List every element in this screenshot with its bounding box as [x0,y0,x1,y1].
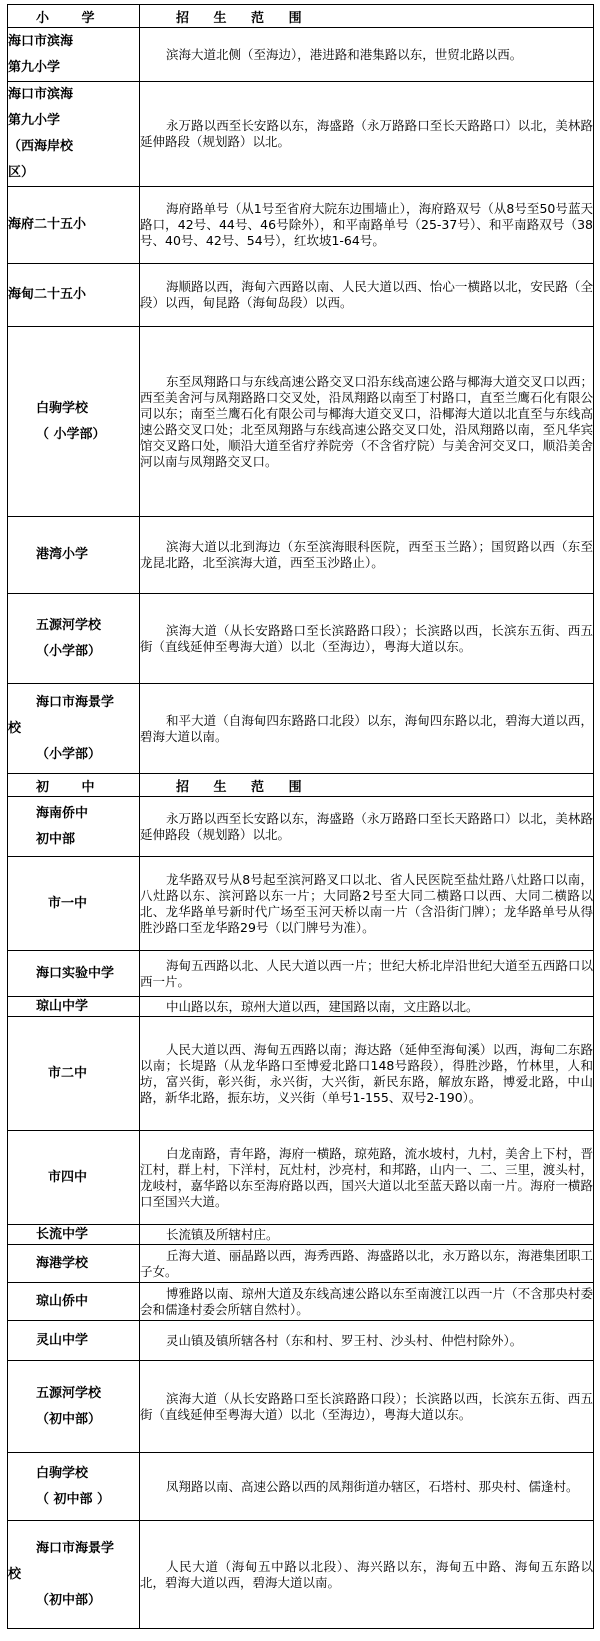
primary-level-heading: 小 学 [8,5,140,28]
table-row [8,517,594,594]
enrollment-area: 中山路以东，琼州大道以西，建国路以南，文庄路以北。 [140,997,594,1017]
table-row [8,327,594,517]
enrollment-area: 永万路以西至长安路以东，海盛路（永万路路口至长天路路口）以北，美林路延伸路段（规划路）以北。 [140,82,594,187]
school-name: 海南侨中 初中部 [8,797,140,857]
table-row [8,594,594,684]
enrollment-area: 东至凤翔路口与东线高速公路交叉口沿东线高速公路与椰海大道交叉口以西；西至美舍河与凤翔路路口交叉处，沿凤翔路以南至丁村路口，直至兰鹰石化有限公司以东；南至兰鹰石化有限公司与椰海大道交叉口，沿椰海大道以北直至与东线高速公路交叉口处；北至凤翔路与东线高速公路交叉口处，沿凤翔路以南，至凡华宾馆交叉路口处，顺沿大道至省疗养院旁（不含省疗院）与美舍河交叉口，顺沿美舍河以南与凤翔路交叉口。 [140,327,594,517]
table-row [8,1321,594,1361]
enrollment-area: 海府路单号（从1号至省府大院东边围墙止），海府路双号（从8号至50号蓝天路口，42号、44号、46号除外），和平南路单号（25-37号）、和平南路双号（38号、40号、42号、54号），红坎坡1-64号。 [140,187,594,264]
school-name: 白驹学校 （ 小学部） [8,327,140,517]
table-row [8,857,594,951]
school-name: 海口市滨海 第九小学 （西海岸校 区） [8,82,140,187]
enrollment-area: 滨海大道（从长安路路口至长滨路路口段）；长滨路以西，长滨东五街、西五街（直线延伸至粤海大道）以北（至海边），粤海大道以东。 [140,594,594,684]
school-name: 海口市滨海 第九小学 [8,28,140,82]
school-name: 港湾小学 [8,517,140,594]
enrollment-area: 滨海大道北侧（至海边），港进路和港集路以东，世贸北路以西。 [140,28,594,82]
table-row [8,1245,594,1283]
enrollment-area: 博雅路以南、琼州大道及东线高速公路以东至南渡江以西一片（不含那央村委会和儒逢村委会所辖自然村）。 [140,1283,594,1321]
enrollment-table [7,4,594,1629]
primary-scope-heading: 招 生 范 围 [140,5,594,28]
table-row [8,1361,594,1453]
school-name: 琼山中学 [8,997,140,1017]
table-row [8,187,594,264]
school-name: 长流中学 [8,1225,140,1245]
junior-level-heading: 初 中 [8,774,140,797]
school-name: 海口市海景学 校 （初中部） [8,1521,140,1629]
school-name: 海府二十五小 [8,187,140,264]
junior-scope-heading: 招 生 范 围 [140,774,594,797]
enrollment-area: 龙华路双号从8号起至滨河路叉口以北、省人民医院至盐灶路八灶路口以南，八灶路以东、滨河路以东一片；大同路2号至大同二横路口以西、大同二横路以北、龙华路单号新时代广场至玉河天桥以南一片（含沿街门牌）；龙华路单号从得胜沙路口至龙华路29号（以门牌号为准）。 [140,857,594,951]
table-row [8,684,594,774]
school-name: 市一中 [8,857,140,951]
table-row [8,951,594,997]
primary-header-row [8,5,594,28]
enrollment-area: 海甸五西路以北、人民大道以西一片；世纪大桥北岸沿世纪大道至五西路口以西一片。 [140,951,594,997]
enrollment-area: 滨海大道（从长安路路口至长滨路路口段）；长滨路以西，长滨东五街、西五街（直线延伸至粤海大道）以北（至海边），粤海大道以东。 [140,1361,594,1453]
table-row [8,28,594,82]
table-row [8,82,594,187]
table-row [8,264,594,327]
junior-header-row [8,774,594,797]
school-name: 海口实验中学 [8,951,140,997]
enrollment-area: 丘海大道、丽晶路以西，海秀西路、海盛路以北，永万路以东，海港集团职工子女。 [140,1245,594,1283]
enrollment-area: 灵山镇及镇所辖各村（东和村、罗王村、沙头村、仲恺村除外）。 [140,1321,594,1361]
school-name: 白驹学校 （ 初中部 ） [8,1453,140,1521]
school-name: 灵山中学 [8,1321,140,1361]
enrollment-area: 凤翔路以南、高速公路以西的凤翔街道办辖区，石塔村、那央村、儒逢村。 [140,1453,594,1521]
enrollment-area: 滨海大道以北到海边（东至滨海眼科医院，西至玉兰路）；国贸路以西（东至龙昆北路，北至滨海大道，西至玉沙路止）。 [140,517,594,594]
table-row [8,1131,594,1225]
school-name: 市四中 [8,1131,140,1225]
table-row [8,997,594,1017]
table-row [8,1017,594,1131]
enrollment-area: 海顺路以西，海甸六西路以南、人民大道以西、怡心一横路以北，安民路（全段）以西，甸昆路（海甸岛段）以西。 [140,264,594,327]
enrollment-area: 和平大道（自海甸四东路路口北段）以东，海甸四东路以北，碧海大道以西，碧海大道以南。 [140,684,594,774]
school-name: 海甸二十五小 [8,264,140,327]
enrollment-area: 人民大道（海甸五中路以北段）、海兴路以东，海甸五中路、海甸五东路以北，碧海大道以西，碧海大道以南。 [140,1521,594,1629]
school-name: 五源河学校 （小学部） [8,594,140,684]
table-row [8,797,594,857]
table-row [8,1283,594,1321]
table-row [8,1521,594,1629]
school-name: 海港学校 [8,1245,140,1283]
enrollment-area: 人民大道以西、海甸五西路以南；海达路（延伸至海甸溪）以西，海甸二东路以南；长堤路（从龙华路口至博爱北路口148号路段），得胜沙路，竹林里，人和坊，富兴街，彰兴街，永兴街，大兴街，新民东路，解放东路，博爱北路，中山路，新华北路，振东坊，义兴街（单号1-155、双号2-190）。 [140,1017,594,1131]
enrollment-area: 长流镇及所辖村庄。 [140,1225,594,1245]
enrollment-area: 永万路以西至长安路以东，海盛路（永万路路口至长天路路口）以北，美林路延伸路段（规划路）以北。 [140,797,594,857]
school-name: 琼山侨中 [8,1283,140,1321]
enrollment-area: 白龙南路，青年路，海府一横路，琼苑路，流水坡村，九村，美舍上下村，晋江村，群上村，下洋村，瓦灶村，沙亮村，和邦路，山内一、二、三里，渡头村，龙岐村，嘉华路以东至海府路以西，国兴大道以北至蓝天路以南一片。海府一横路口至国兴大道。 [140,1131,594,1225]
school-name: 五源河学校 （初中部） [8,1361,140,1453]
school-name: 市二中 [8,1017,140,1131]
table-row [8,1225,594,1245]
school-name: 海口市海景学 校 （小学部） [8,684,140,774]
table-row [8,1453,594,1521]
